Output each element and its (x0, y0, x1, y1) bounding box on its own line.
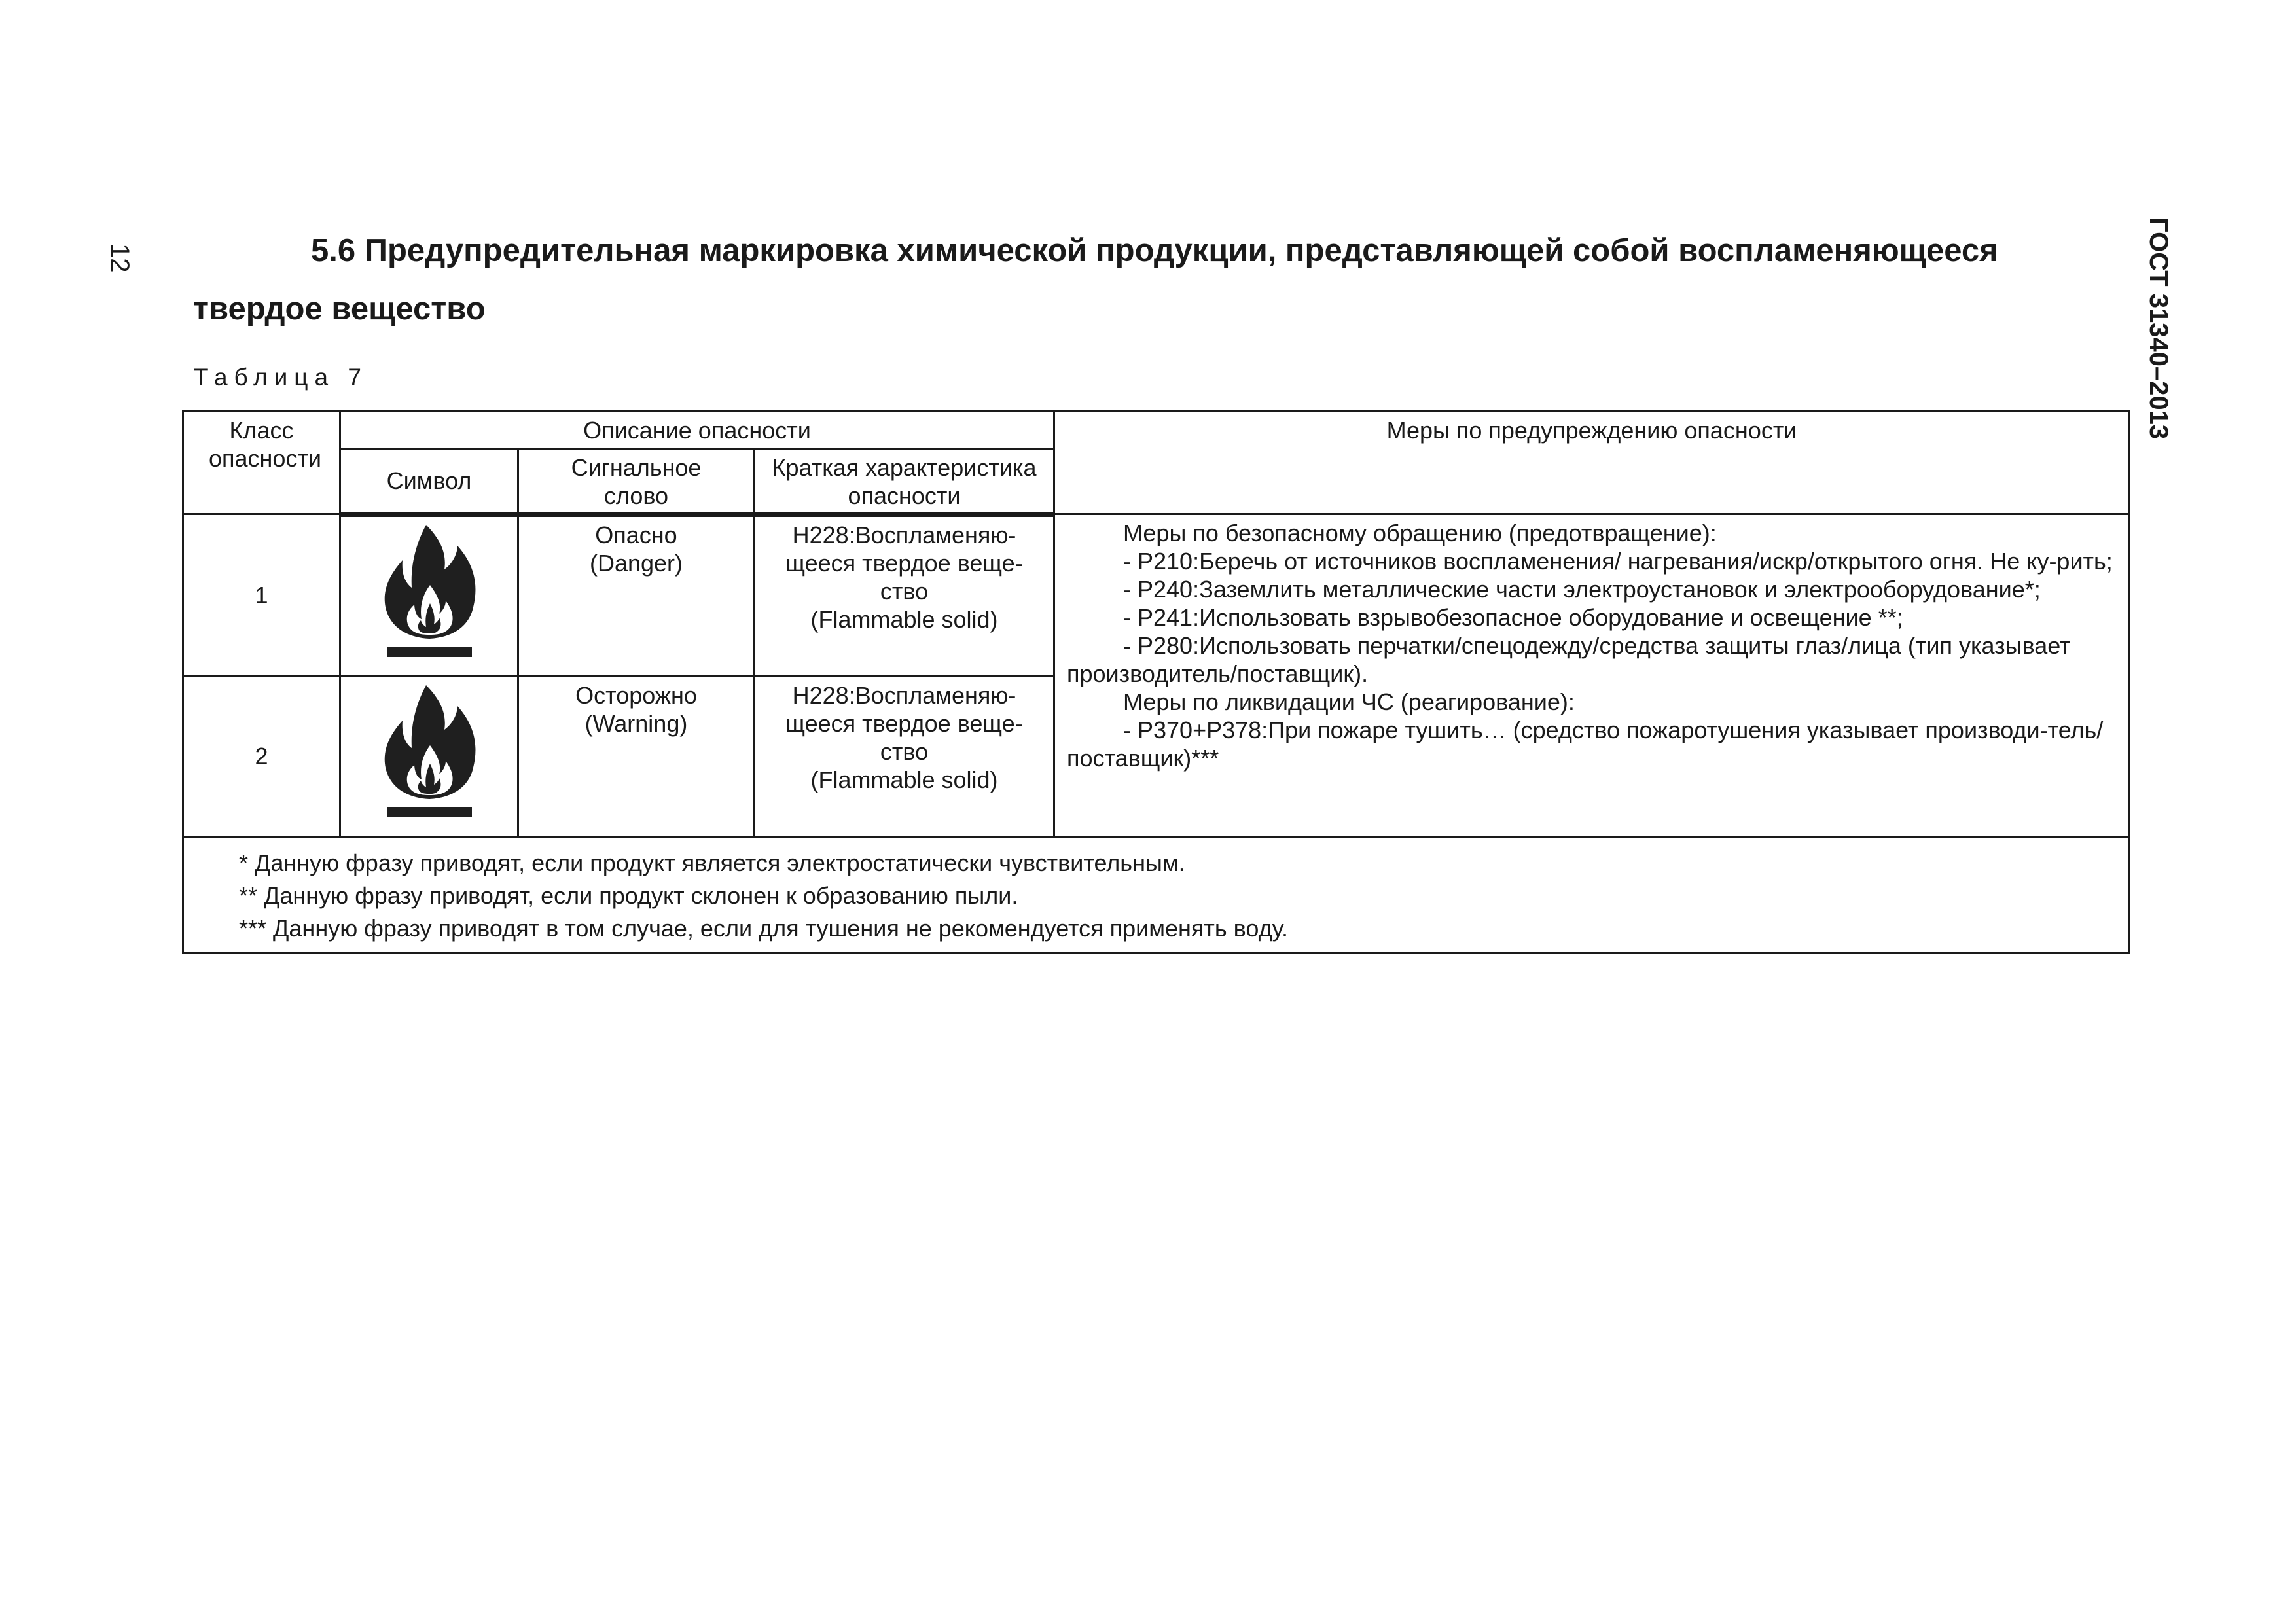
signal-word-en: (Danger) (589, 549, 683, 577)
hazard-table (182, 410, 2130, 954)
measure-item: - P241:Использовать взрывобезопасное оборудование и освещение **; (1123, 604, 1903, 631)
flame-pictogram-icon (380, 522, 478, 669)
footnotes-cell (183, 836, 2130, 952)
flame-pictogram-icon (380, 683, 478, 829)
signal-word-ru: Осторожно (575, 681, 697, 709)
header-hazard-class: Класс опасности (183, 412, 340, 514)
symbol-cell (340, 676, 518, 836)
signal-word-cell (518, 676, 755, 836)
footnote: ** Данную фразу приводят, если продукт склонен к образованию пыли. (239, 882, 1018, 909)
hazard-class-value: 2 (183, 676, 340, 836)
header-precautionary-measures: Меры по предупреждению опасности (1054, 412, 2130, 514)
table-caption: Таблица 7 (194, 364, 368, 391)
footnote: *** Данную фразу приводят в том случае, если для тушения не рекомендуется применять воду. (239, 914, 1289, 942)
symbol-cell (340, 514, 518, 677)
measure-heading-response: Меры по ликвидации ЧС (реагирование): (1123, 688, 1575, 715)
header-signal-word: Сигнальное слово (518, 449, 755, 514)
header-hazard-statement: Краткая характеристика опасности (755, 449, 1054, 514)
footnote: * Данную фразу приводят, если продукт является электростатически чувствительным. (239, 849, 1185, 876)
hazard-statement-cell: H228:Воспламеняю- щееся твердое веще- ство (Flammable solid) (755, 514, 1054, 677)
footnotes-row (183, 836, 2130, 952)
section-title-continued: твердое вещество (193, 291, 486, 327)
hazard-statement-cell: H228:Воспламеняю- щееся твердое веще- ство (Flammable solid) (755, 676, 1054, 836)
signal-word-cell (518, 514, 755, 677)
measure-item: - P210:Беречь от источников воспламенения/ нагревания/искр/открытого огня. Не ку-рить; (1123, 548, 2113, 575)
precautionary-measures-cell (1054, 514, 2130, 837)
standard-code: ГОСТ 31340–2013 (2144, 217, 2173, 440)
table-row (183, 514, 2130, 677)
measure-item: - P370+P378:При пожаре тушить… (средство пожаротушения указывает производи-тель/ поставщик)*** (1067, 717, 2104, 772)
signal-word-ru: Опасно (595, 521, 677, 548)
header-hazard-description: Описание опасности (340, 412, 1054, 449)
hazard-class-value: 1 (183, 514, 340, 677)
section-title: 5.6 Предупредительная маркировка химической продукции, представляющей собой воспламеняющееся (311, 233, 1998, 268)
measure-heading-prevention: Меры по безопасному обращению (предотвращение): (1123, 520, 1717, 546)
measure-item: - P240:Заземлить металлические части электроустановок и электрооборудование*; (1123, 576, 2041, 603)
measure-item: - P280:Использовать перчатки/спецодежду/средства защиты глаз/лица (тип указывает производитель/поставщик). (1067, 632, 2071, 687)
signal-word-en: (Warning) (584, 709, 688, 737)
header-symbol: Символ (340, 449, 518, 514)
page-number: 12 (105, 243, 134, 273)
